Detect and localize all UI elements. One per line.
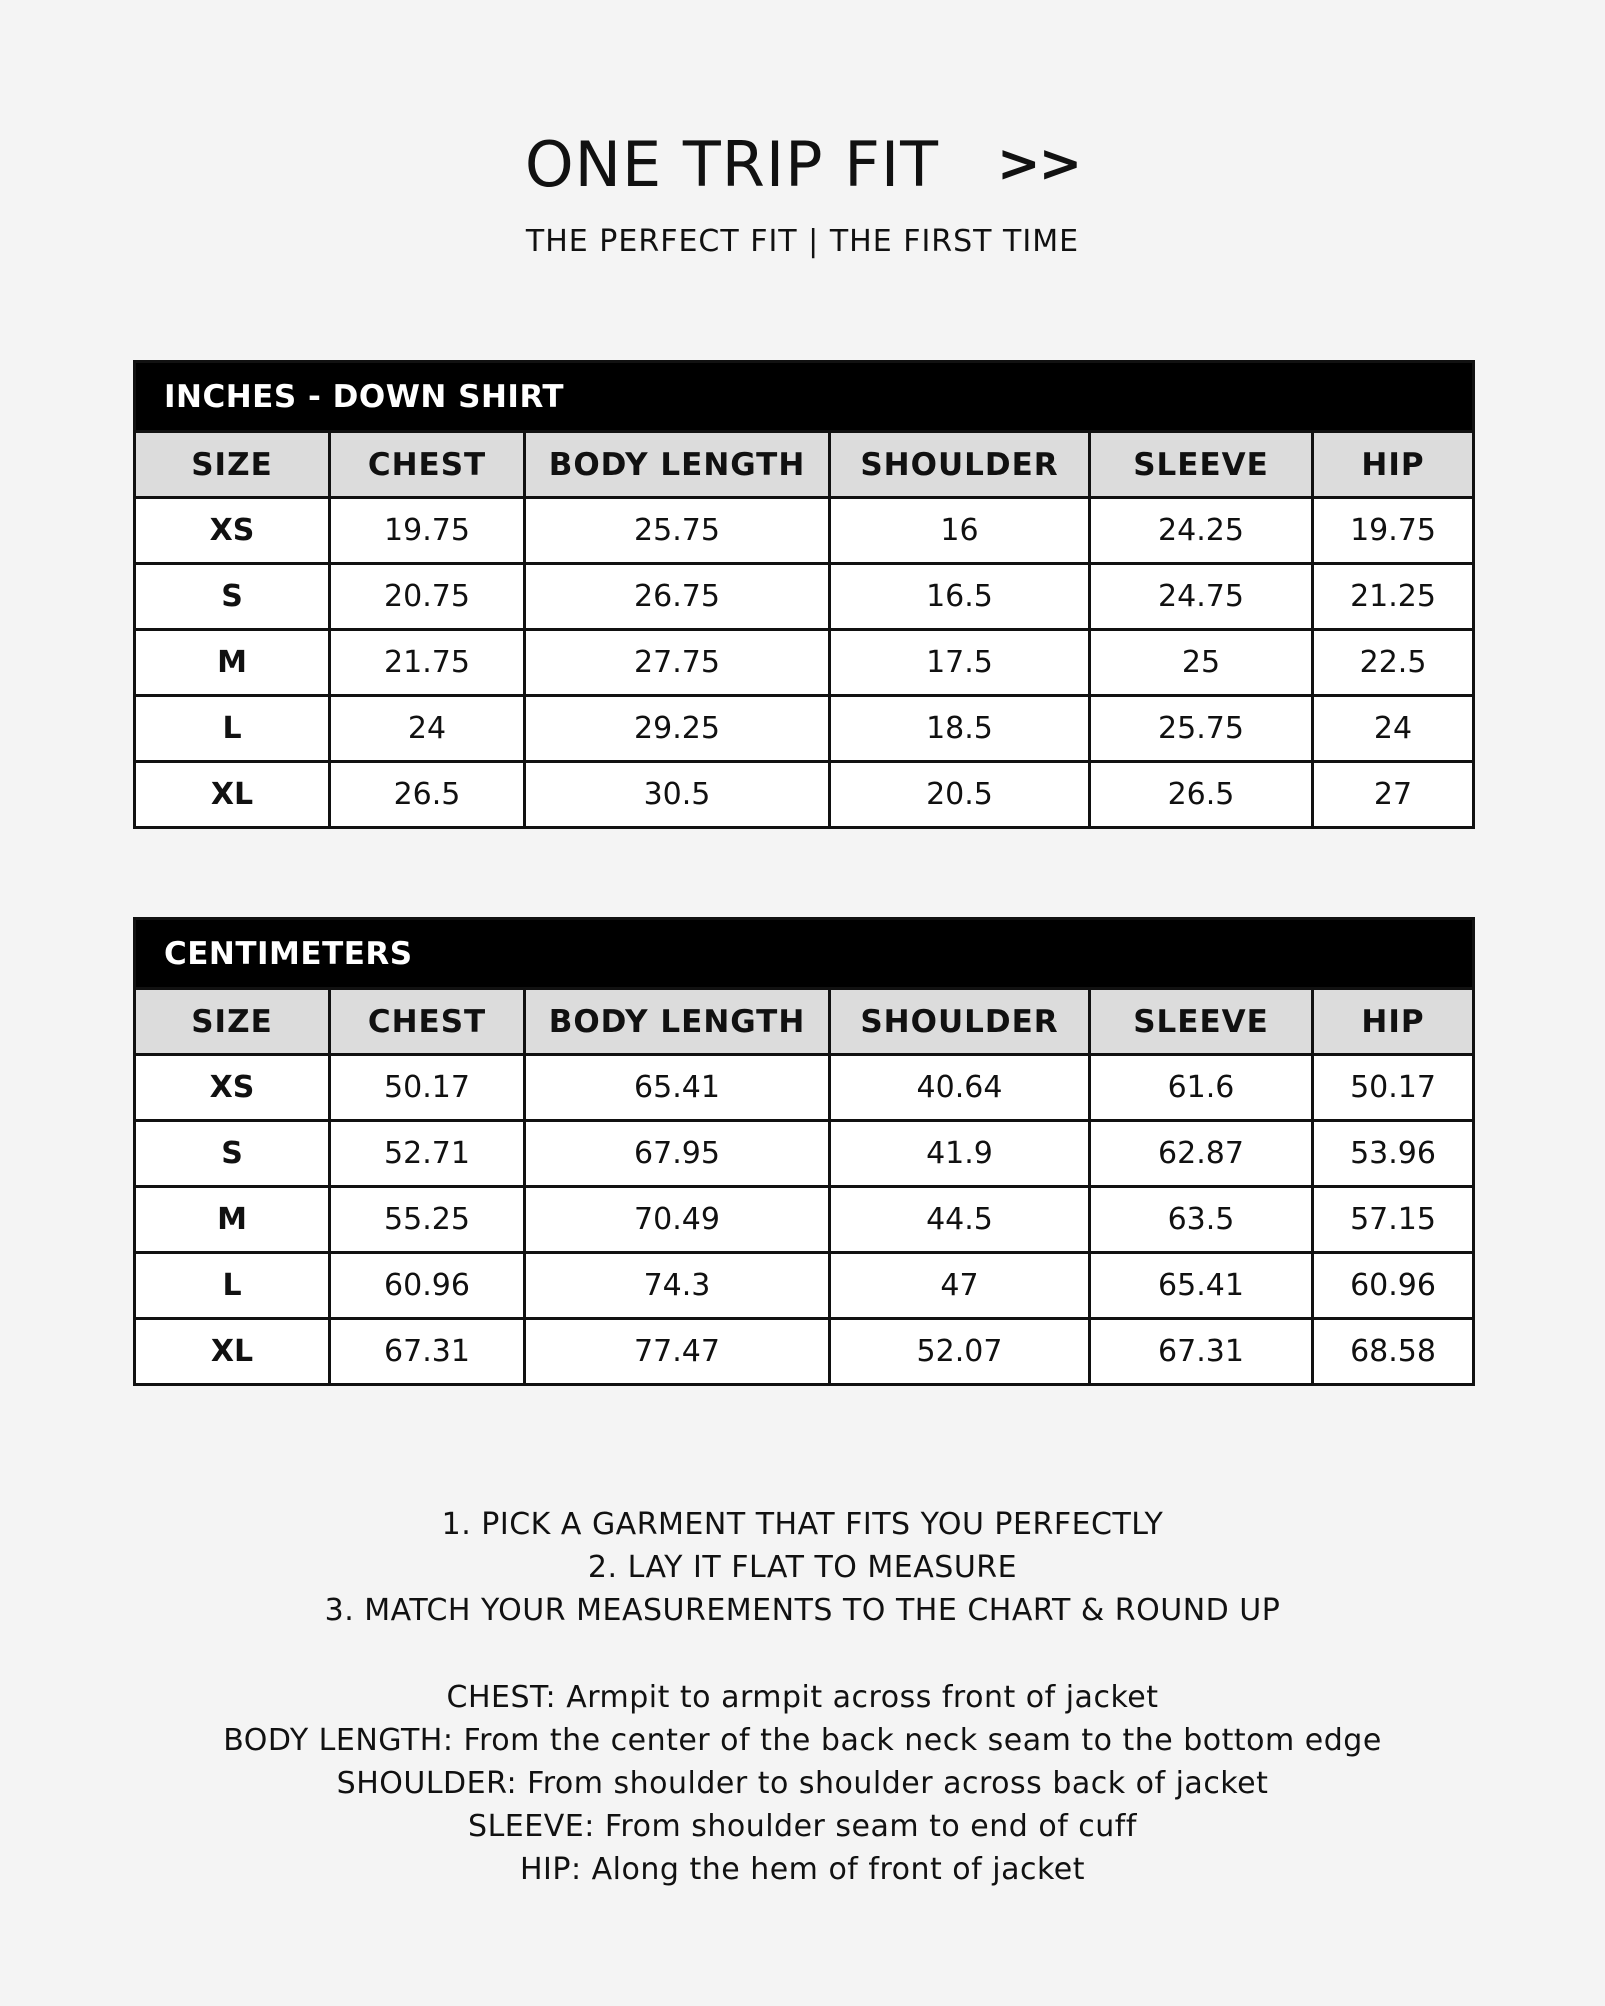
column-header: SLEEVE [1090,989,1313,1055]
instruction-line: 2. LAY IT FLAT TO MEASURE [587,1550,1018,1585]
measurement-cell: 20.75 [330,564,525,630]
measurement-cell: 30.5 [525,762,830,828]
table-row [135,1055,1474,1121]
measurement-cell: 52.07 [830,1319,1090,1385]
column-header-row [135,989,1474,1055]
measurement-cell: 16 [830,498,1090,564]
measurement-cell: 25.75 [1090,696,1313,762]
table-row [135,1253,1474,1319]
measurement-cell: 55.25 [330,1187,525,1253]
size-label-cell: S [135,564,330,630]
measurement-cell: 67.31 [330,1319,525,1385]
measurement-cell: 29.25 [525,696,830,762]
measurement-cell: 50.17 [330,1055,525,1121]
definition-chest: CHEST: Armpit to armpit across front of jacket [446,1680,1159,1715]
size-label-cell: XS [135,498,330,564]
measurement-cell: 17.5 [830,630,1090,696]
measurement-cell: 61.6 [1090,1055,1313,1121]
definition-body-length: BODY LENGTH: From the center of the back neck seam to the bottom edge [223,1723,1382,1758]
table-title-centimeters: CENTIMETERS [135,919,1474,989]
measurement-cell: 40.64 [830,1055,1090,1121]
size-label-cell: M [135,630,330,696]
table-row [135,1319,1474,1385]
instruction-line: 3. MATCH YOUR MEASUREMENTS TO THE CHART & ROUND UP [324,1593,1281,1628]
column-header: SHOULDER [830,432,1090,498]
measurement-cell: 26.5 [1090,762,1313,828]
measurement-cell: 26.5 [330,762,525,828]
measurement-cell: 44.5 [830,1187,1090,1253]
measurement-cell: 24.75 [1090,564,1313,630]
measurement-cell: 50.17 [1313,1055,1474,1121]
measurement-cell: 25 [1090,630,1313,696]
measurement-cell: 65.41 [1090,1253,1313,1319]
measurement-cell: 19.75 [330,498,525,564]
brand-subtitle: THE PERFECT FIT | THE FIRST TIME [525,224,1080,259]
measurement-cell: 27 [1313,762,1474,828]
measurement-cell: 74.3 [525,1253,830,1319]
size-label-cell: XL [135,1319,330,1385]
measurement-cell: 62.87 [1090,1121,1313,1187]
measurement-cell: 21.25 [1313,564,1474,630]
table-row [135,564,1474,630]
measurement-cell: 20.5 [830,762,1090,828]
measurement-cell: 57.15 [1313,1187,1474,1253]
double-chevron-icon: >> [997,134,1081,194]
column-header: SLEEVE [1090,432,1313,498]
measurement-cell: 77.47 [525,1319,830,1385]
title-row [0,122,1605,206]
table-title-inches: INCHES - DOWN SHIRT [135,362,1474,432]
measurement-cell: 68.58 [1313,1319,1474,1385]
column-header: BODY LENGTH [525,432,830,498]
measurement-cell: 24 [1313,696,1474,762]
size-table-inches [133,360,1475,829]
measurement-cell: 65.41 [525,1055,830,1121]
measurement-definitions [0,1676,1605,1891]
table-row [135,1187,1474,1253]
measurement-cell: 24.25 [1090,498,1313,564]
measurement-cell: 60.96 [1313,1253,1474,1319]
column-header: HIP [1313,989,1474,1055]
column-header: HIP [1313,432,1474,498]
size-table-centimeters [133,917,1475,1386]
definition-shoulder: SHOULDER: From shoulder to shoulder across back of jacket [336,1766,1269,1801]
table-row [135,696,1474,762]
measurement-cell: 27.75 [525,630,830,696]
size-label-cell: XL [135,762,330,828]
column-header: CHEST [330,989,525,1055]
instruction-line: 1. PICK A GARMENT THAT FITS YOU PERFECTLY [441,1507,1164,1542]
measurement-cell: 63.5 [1090,1187,1313,1253]
measuring-instructions [0,1503,1605,1632]
column-header: SHOULDER [830,989,1090,1055]
page-header [0,122,1605,259]
measurement-cell: 22.5 [1313,630,1474,696]
size-label-cell: M [135,1187,330,1253]
column-header: SIZE [135,989,330,1055]
size-label-cell: L [135,696,330,762]
measurement-cell: 16.5 [830,564,1090,630]
measurement-cell: 53.96 [1313,1121,1474,1187]
measurement-cell: 70.49 [525,1187,830,1253]
column-header: BODY LENGTH [525,989,830,1055]
definition-sleeve: SLEEVE: From shoulder seam to end of cuff [468,1809,1137,1844]
column-header: SIZE [135,432,330,498]
brand-title: ONE TRIP FIT [524,127,940,201]
column-header-row [135,432,1474,498]
measurement-cell: 25.75 [525,498,830,564]
table-row [135,762,1474,828]
column-header: CHEST [330,432,525,498]
definition-hip: HIP: Along the hem of front of jacket [520,1852,1085,1887]
measurement-cell: 52.71 [330,1121,525,1187]
measurement-cell: 21.75 [330,630,525,696]
measurement-cell: 41.9 [830,1121,1090,1187]
measurement-cell: 19.75 [1313,498,1474,564]
table-row [135,630,1474,696]
size-label-cell: S [135,1121,330,1187]
measurement-cell: 18.5 [830,696,1090,762]
measurement-cell: 60.96 [330,1253,525,1319]
measurement-cell: 67.31 [1090,1319,1313,1385]
measurement-cell: 26.75 [525,564,830,630]
table-row [135,498,1474,564]
size-label-cell: L [135,1253,330,1319]
measurement-cell: 47 [830,1253,1090,1319]
size-label-cell: XS [135,1055,330,1121]
measurement-cell: 24 [330,696,525,762]
table-row [135,1121,1474,1187]
measurement-cell: 67.95 [525,1121,830,1187]
